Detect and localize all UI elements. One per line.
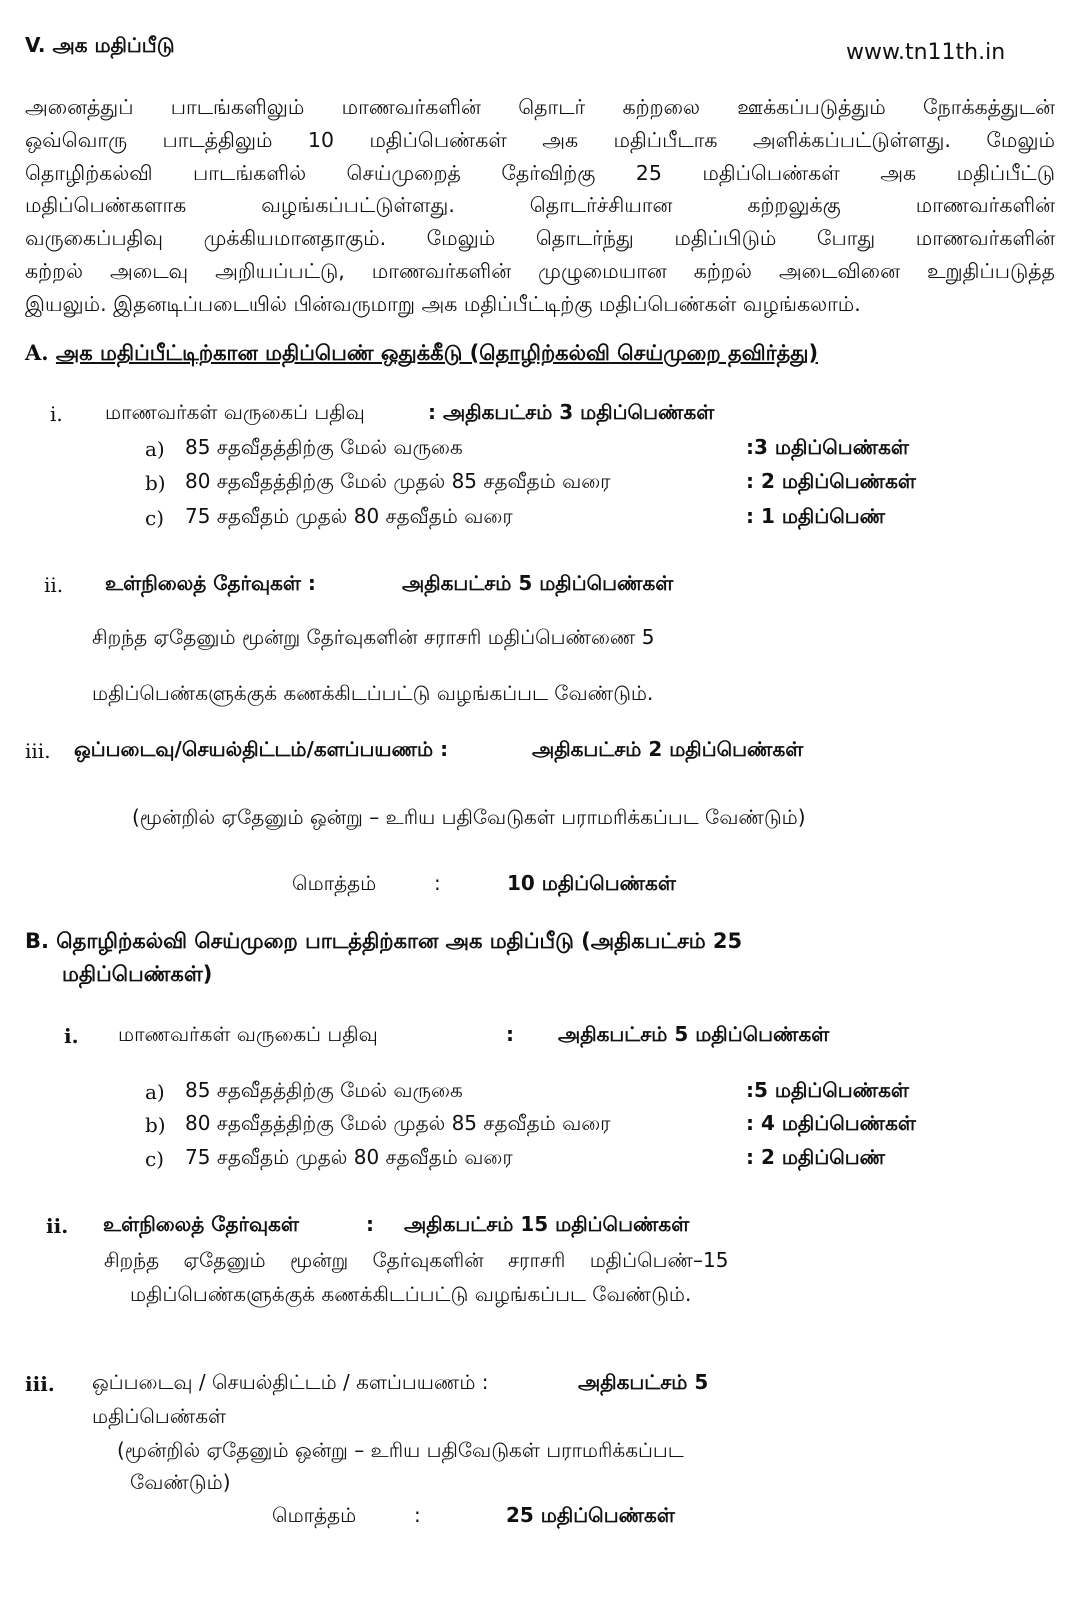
a-total-label: மொத்தம் — [292, 871, 377, 895]
intro-line: தொழிற்கல்வி பாடங்களில் செய்முறைத் தேர்விற்கு 25 மதிப்பெண்கள் அக மதிப்பீட்டு — [25, 160, 1055, 185]
section-a-heading — [25, 340, 818, 366]
section-title: V. அக மதிப்பீடு — [25, 33, 175, 57]
a-item2-line1: சிறந்த ஏதேனும் மூன்று தேர்வுகளின் சராசரி மதிப்பெண்ணை 5 — [92, 625, 655, 649]
a-row-text: 75 சதவீதம் முதல் 80 சதவீதம் வரை — [185, 504, 513, 528]
intro-line: ஒவ்வொரு பாடத்திலும் 10 மதிப்பெண்கள் அக மதிப்பீடாக அளிக்கப்பட்டுள்ளது. மேலும் — [25, 127, 1055, 152]
a-item2-label: உள்நிலைத் தேர்வுகள் : — [105, 571, 316, 595]
a-total-value: 10 மதிப்பெண்கள் — [507, 871, 676, 895]
a-row-marks: : 2 மதிப்பெண்கள் — [746, 469, 916, 493]
a-item3-label: ஒப்படைவு/செயல்திட்டம்/களப்பயணம் : — [74, 737, 449, 761]
b-item2-line2: மதிப்பெண்களுக்குக் கணக்கிடப்பட்டு வழங்கப்பட வேண்டும். — [130, 1282, 692, 1306]
b-item1-label: மாணவர்கள் வருகைப் பதிவு — [118, 1022, 378, 1046]
a-row-marks: :3 மதிப்பெண்கள் — [746, 435, 909, 459]
intro-line: அனைத்துப் பாடங்களிலும் மாணவர்களின் தொடர் கற்றலை ஊக்கப்படுத்தும் நோக்கத்துடன் — [25, 95, 1055, 119]
b-row-marks: : 4 மதிப்பெண்கள் — [746, 1111, 916, 1135]
a-item2-max: அதிகபட்சம் 5 மதிப்பெண்கள் — [402, 571, 674, 595]
a-item3-max: அதிகபட்சம் 2 மதிப்பெண்கள் — [532, 737, 804, 761]
b-row-text: 85 சதவீதத்திற்கு மேல் வருகை — [185, 1078, 463, 1102]
a-total-colon: : — [434, 871, 441, 895]
b-item3-max-cont: மதிப்பெண்கள் — [92, 1404, 227, 1428]
a-item1-max: : அதிகபட்சம் 3 மதிப்பெண்கள் — [428, 400, 715, 424]
a-item1-label: மாணவர்கள் வருகைப் பதிவு — [105, 400, 365, 424]
a-row-key: a) — [145, 437, 165, 461]
b-row-text: 80 சதவீதத்திற்கு மேல் முதல் 85 சதவீதம் வரை — [185, 1111, 611, 1135]
b-item3-max: அதிகபட்சம் 5 — [578, 1370, 709, 1394]
a-item2-num: ii. — [44, 573, 64, 597]
b-item2-num: ii. — [46, 1214, 69, 1238]
b-item2-max: அதிகபட்சம் 15 மதிப்பெண்கள் — [404, 1212, 690, 1236]
b-item3-num: iii. — [25, 1372, 55, 1396]
a-row-key: c) — [145, 506, 165, 530]
section-b-title-cont: மதிப்பெண்கள்) — [62, 962, 213, 986]
intro-line: கற்றல் அடைவு அறியப்பட்டு, மாணவர்களின் முழுமையான கற்றல் அடைவினை உறுதிப்படுத்த — [25, 258, 1055, 283]
a-row-text: 85 சதவீதத்திற்கு மேல் வருகை — [185, 435, 463, 459]
a-row-marks: : 1 மதிப்பெண் — [746, 504, 886, 528]
intro-line: மதிப்பெண்களாக வழங்கப்பட்டுள்ளது. தொடர்ச்சியான கற்றலுக்கு மாணவர்களின் — [25, 193, 1055, 218]
a-item3-note: (மூன்றில் ஏதேனும் ஒன்று – உரிய பதிவேடுகள் பராமரிக்கப்பட வேண்டும்) — [132, 805, 806, 829]
b-row-key: c) — [145, 1147, 165, 1171]
b-total-value: 25 மதிப்பெண்கள் — [506, 1503, 675, 1527]
intro-paragraph — [25, 91, 1055, 321]
section-a-title: அக மதிப்பீட்டிற்கான மதிப்பெண் ஒதுக்கீடு (தொழிற்கல்வி செய்முறை தவிர்த்து) — [55, 341, 819, 365]
site-watermark: www.tn11th.in — [846, 40, 1006, 65]
b-row-key: b) — [145, 1113, 166, 1137]
a-item1-num: i. — [50, 402, 63, 426]
b-row-text: 75 சதவீதம் முதல் 80 சதவீதம் வரை — [185, 1145, 513, 1169]
section-a-label: A. — [25, 340, 49, 365]
b-row-key: a) — [145, 1080, 165, 1104]
b-item3-note-cont: வேண்டும்) — [130, 1470, 231, 1494]
b-item3-label: ஒப்படைவு / செயல்திட்டம் / களப்பயணம் : — [92, 1370, 489, 1394]
b-item2-colon: : — [366, 1212, 374, 1236]
intro-line: வருகைப்பதிவு முக்கியமானதாகும். மேலும் தொடர்ந்து மதிப்பிடும் போது மாணவர்களின் — [25, 226, 1055, 251]
b-item1-max: அதிகபட்சம் 5 மதிப்பெண்கள் — [558, 1022, 830, 1046]
a-row-key: b) — [145, 471, 166, 495]
b-total-label: மொத்தம் — [272, 1503, 357, 1527]
b-item1-num: i. — [64, 1024, 79, 1048]
b-item2-line1: சிறந்த ஏதேனும் மூன்று தேர்வுகளின் சராசரி மதிப்பெண்–15 — [104, 1248, 729, 1272]
a-row-text: 80 சதவீதத்திற்கு மேல் முதல் 85 சதவீதம் வரை — [185, 469, 611, 493]
a-item2-line2: மதிப்பெண்களுக்குக் கணக்கிடப்பட்டு வழங்கப்பட வேண்டும். — [92, 681, 654, 705]
b-row-marks: :5 மதிப்பெண்கள் — [746, 1078, 909, 1102]
b-item3-note: (மூன்றில் ஏதேனும் ஒன்று – உரிய பதிவேடுகள் பராமரிக்கப்பட — [117, 1438, 684, 1462]
b-item2-label: உள்நிலைத் தேர்வுகள் — [103, 1212, 299, 1236]
a-item3-num: iii. — [25, 739, 51, 763]
intro-line: இயலும். இதனடிப்படையில் பின்வருமாறு அக மதிப்பீட்டிற்கு மதிப்பெண்கள் வழங்கலாம். — [25, 291, 861, 316]
b-item1-colon: : — [506, 1022, 514, 1046]
b-row-marks: : 2 மதிப்பெண் — [746, 1145, 886, 1169]
b-total-colon: : — [414, 1503, 421, 1527]
section-b-title: B. தொழிற்கல்வி செய்முறை பாடத்திற்கான அக மதிப்பீடு (அதிகபட்சம் 25 — [25, 929, 743, 953]
